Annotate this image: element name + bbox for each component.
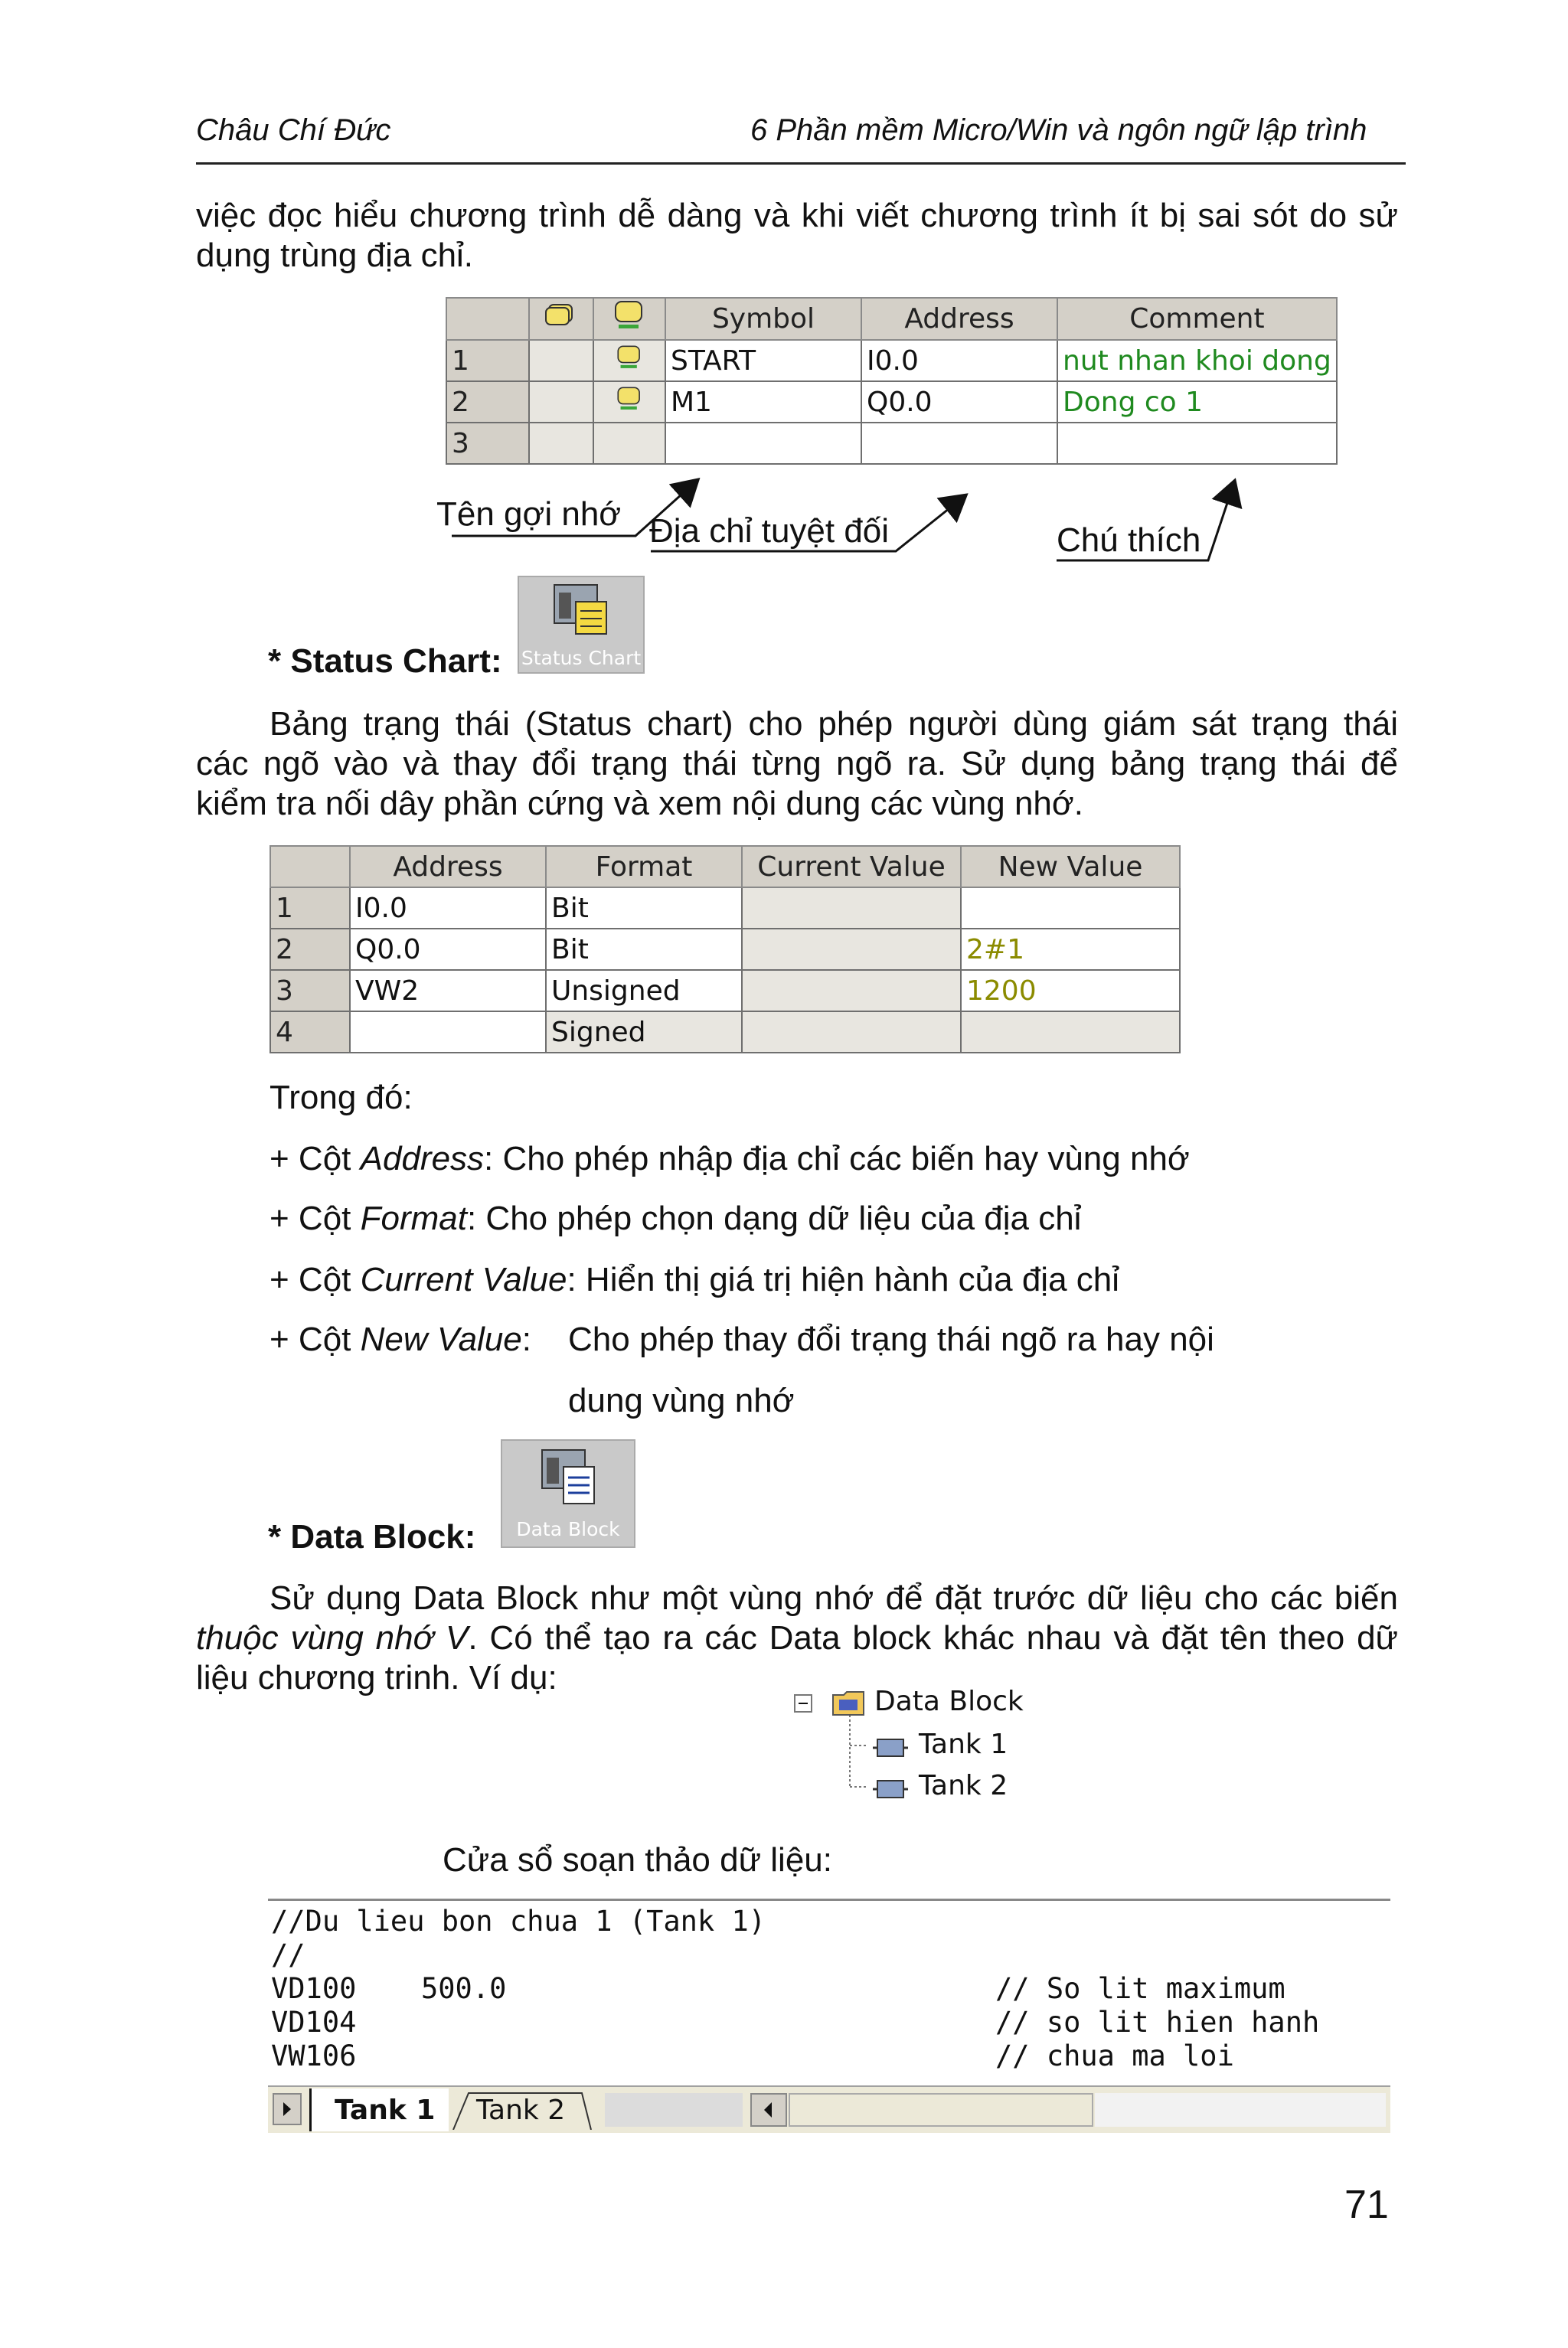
explain-item-address: + Cột Address: Cho phép nhập địa chỉ các biến hay vùng nhớ bbox=[270, 1140, 1190, 1177]
arrow-right-icon bbox=[274, 2095, 300, 2124]
tab-tank-1[interactable] bbox=[309, 2088, 449, 2131]
header-chapter: 6 Phần mềm Micro/Win và ngôn ngữ lập trình bbox=[750, 113, 1367, 147]
intro-line-1: việc đọc hiểu chương trình dễ dàng và khi viết chương trình ít bị sai sót do sử bbox=[196, 197, 1398, 234]
table-row[interactable] bbox=[270, 929, 1180, 970]
explain-new-value-line-2: dung vùng nhớ bbox=[568, 1382, 795, 1419]
editor-top-border bbox=[268, 1899, 1390, 1901]
status-chart-toolbar-button[interactable] bbox=[518, 576, 645, 674]
address-cell[interactable]: VW2 bbox=[350, 970, 546, 1011]
table-row[interactable] bbox=[270, 1011, 1180, 1053]
editor-comment-line[interactable]: // bbox=[271, 1938, 305, 1971]
block-icon bbox=[873, 1776, 908, 1799]
callout-symbol-label: Tên gợi nhớ bbox=[436, 495, 622, 533]
hscroll-thumb[interactable] bbox=[789, 2093, 1093, 2127]
current-value-cell bbox=[742, 929, 961, 970]
tab-scroll-right-button[interactable] bbox=[273, 2093, 302, 2125]
editor-row-comment[interactable]: // So lit maximum bbox=[995, 1972, 1285, 2005]
tab-area-gutter bbox=[605, 2093, 743, 2127]
header-rule bbox=[196, 162, 1406, 165]
group-icon-header bbox=[529, 298, 593, 340]
editor-caption: Cửa sổ soạn thảo dữ liệu: bbox=[443, 1841, 832, 1879]
symbol-icon-header bbox=[593, 298, 665, 340]
address-cell[interactable] bbox=[350, 1011, 546, 1053]
new-value-col-header: New Value bbox=[961, 846, 1180, 887]
page-number: 71 bbox=[1344, 2183, 1389, 2227]
comment-col-header: Comment bbox=[1057, 298, 1337, 340]
row-number: 1 bbox=[270, 887, 350, 929]
row-number: 2 bbox=[446, 381, 529, 423]
explain-item-current-value: + Cột Current Value: Hiển thị giá trị hiện hành của địa chỉ bbox=[270, 1261, 1120, 1298]
table-row[interactable] bbox=[446, 340, 1337, 381]
symbol-cell-icon bbox=[593, 340, 665, 381]
address-cell[interactable] bbox=[861, 423, 1057, 464]
explain-intro: Trong đó: bbox=[270, 1079, 413, 1116]
arrow-left-icon bbox=[752, 2095, 786, 2125]
callout-comment-label: Chú thích bbox=[1057, 521, 1201, 559]
tree-child-tank-2[interactable]: Tank 2 bbox=[919, 1770, 1008, 1801]
tab-tank-1-label: Tank 1 bbox=[335, 2095, 436, 2126]
data-block-icon bbox=[537, 1447, 602, 1508]
row-number: 2 bbox=[270, 929, 350, 970]
editor-row-comment[interactable]: // chua ma loi bbox=[995, 2039, 1234, 2072]
current-value-col-header: Current Value bbox=[742, 846, 961, 887]
new-value-cell[interactable] bbox=[961, 1011, 1180, 1053]
symbol-table bbox=[446, 297, 1338, 465]
format-cell[interactable]: Signed bbox=[546, 1011, 742, 1053]
comment-cell[interactable]: nut nhan khoi dong bbox=[1057, 340, 1337, 381]
comment-cell[interactable]: Dong co 1 bbox=[1057, 381, 1337, 423]
address-col-header: Address bbox=[861, 298, 1057, 340]
symbol-col-header: Symbol bbox=[665, 298, 861, 340]
table-row[interactable] bbox=[446, 423, 1337, 464]
explain-item-format: + Cột Format: Cho phép chọn dạng dữ liệu của địa chỉ bbox=[270, 1200, 1082, 1237]
hscroll-track[interactable] bbox=[1095, 2093, 1386, 2127]
row-number: 4 bbox=[270, 1011, 350, 1053]
format-cell[interactable]: Bit bbox=[546, 887, 742, 929]
comment-cell[interactable] bbox=[1057, 423, 1337, 464]
editor-comment-line[interactable]: //Du lieu bon chua 1 (Tank 1) bbox=[271, 1905, 766, 1938]
data-block-toolbar-button[interactable] bbox=[501, 1439, 635, 1548]
callout-address-label: Địa chỉ tuyệt đối bbox=[649, 512, 890, 550]
tab-tank-2-label: Tank 2 bbox=[476, 2095, 566, 2126]
editor-address[interactable]: VD100 bbox=[271, 1972, 357, 2005]
new-value-cell[interactable] bbox=[961, 887, 1180, 929]
symbol-icon bbox=[614, 385, 645, 413]
table-row[interactable] bbox=[270, 887, 1180, 929]
new-value-cell[interactable]: 2#1 bbox=[961, 929, 1180, 970]
symbol-cell-icon bbox=[593, 423, 665, 464]
data-block-icon-caption: Data Block bbox=[516, 1518, 620, 1540]
status-para-line-3: kiểm tra nối dây phần cứng và xem nội dung các vùng nhớ. bbox=[196, 785, 1083, 822]
group-cell bbox=[529, 423, 593, 464]
symbol-icon bbox=[611, 299, 648, 332]
symbol-cell-icon bbox=[593, 381, 665, 423]
status-chart-icon bbox=[550, 582, 614, 637]
corner-cell bbox=[446, 298, 529, 340]
symbol-group-icon bbox=[543, 300, 580, 331]
data-para-line-3: liệu chương trinh. Ví dụ: bbox=[196, 1659, 557, 1697]
current-value-cell bbox=[742, 970, 961, 1011]
editor-address[interactable]: VD104 bbox=[271, 2006, 357, 2039]
data-block-tree bbox=[789, 1684, 1064, 1814]
tab-tank-2[interactable] bbox=[452, 2090, 594, 2130]
status-para-line-1: Bảng trạng thái (Status chart) cho phép người dùng giám sát trạng thái bbox=[270, 705, 1398, 743]
editor-row-comment[interactable]: // so lit hien hanh bbox=[995, 2006, 1320, 2039]
format-cell[interactable]: Unsigned bbox=[546, 970, 742, 1011]
editor-value[interactable]: 500.0 bbox=[421, 1972, 507, 2005]
symbol-cell[interactable]: START bbox=[665, 340, 861, 381]
symbol-cell[interactable]: M1 bbox=[665, 381, 861, 423]
current-value-cell bbox=[742, 1011, 961, 1053]
address-cell[interactable]: Q0.0 bbox=[350, 929, 546, 970]
explain-item-new-value: + Cột New Value: bbox=[270, 1321, 532, 1358]
row-number: 3 bbox=[270, 970, 350, 1011]
status-chart-table bbox=[270, 845, 1181, 1053]
editor-tab-bar bbox=[268, 2085, 1390, 2133]
data-para-line-2: thuộc vùng nhớ V. Có thể tạo ra các Data block khác nhau và đặt tên theo dữ bbox=[196, 1619, 1398, 1657]
intro-line-2: dụng trùng địa chỉ. bbox=[196, 237, 474, 274]
explain-new-value-line-1: Cho phép thay đổi trạng thái ngõ ra hay nội bbox=[568, 1321, 1214, 1358]
format-col-header: Format bbox=[546, 846, 742, 887]
symbol-cell[interactable] bbox=[665, 423, 861, 464]
data-editor-window bbox=[268, 1899, 1390, 2136]
status-chart-heading: * Status Chart: bbox=[268, 642, 502, 680]
address-col-header: Address bbox=[350, 846, 546, 887]
hscroll-left-button[interactable] bbox=[750, 2093, 787, 2127]
corner-cell bbox=[270, 846, 350, 887]
editor-address[interactable]: VW106 bbox=[271, 2039, 357, 2072]
group-cell bbox=[529, 381, 593, 423]
address-cell[interactable]: I0.0 bbox=[861, 340, 1057, 381]
status-chart-icon-caption: Status Chart bbox=[521, 647, 642, 669]
status-para-line-2: các ngõ vào và thay đổi trạng thái từng ngõ ra. Sử dụng bảng trạng thái để bbox=[196, 745, 1398, 782]
address-cell[interactable]: Q0.0 bbox=[861, 381, 1057, 423]
symbol-icon bbox=[614, 344, 645, 371]
data-block-heading: * Data Block: bbox=[268, 1518, 476, 1556]
header-author: Châu Chí Đức bbox=[196, 113, 391, 147]
new-value-cell[interactable]: 1200 bbox=[961, 970, 1180, 1011]
address-cell[interactable]: I0.0 bbox=[350, 887, 546, 929]
block-icon bbox=[873, 1735, 908, 1758]
current-value-cell bbox=[742, 887, 961, 929]
tree-child-tank-1[interactable]: Tank 1 bbox=[919, 1729, 1008, 1760]
tree-root[interactable]: Data Block bbox=[874, 1686, 1024, 1717]
row-number: 3 bbox=[446, 423, 529, 464]
group-cell bbox=[529, 340, 593, 381]
format-cell[interactable]: Bit bbox=[546, 929, 742, 970]
row-number: 1 bbox=[446, 340, 529, 381]
data-para-line-1: Sử dụng Data Block như một vùng nhớ để đặt trước dữ liệu cho các biến bbox=[270, 1579, 1398, 1617]
table-row[interactable] bbox=[270, 970, 1180, 1011]
table-row[interactable] bbox=[446, 381, 1337, 423]
folder-icon bbox=[831, 1689, 865, 1716]
